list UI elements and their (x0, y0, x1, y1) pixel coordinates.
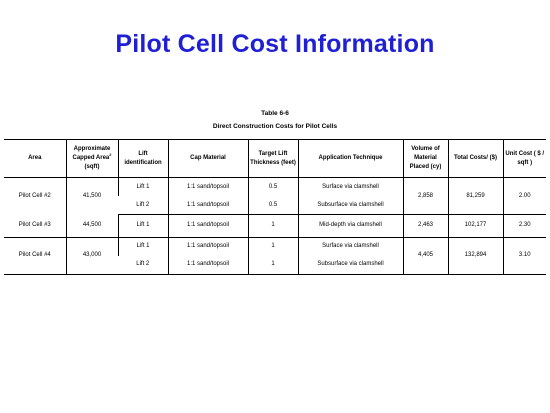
cell-technique: Subsurface via clamshell (298, 196, 403, 215)
header-area: Area (4, 140, 66, 178)
footnote-marker: 2 (109, 152, 112, 157)
header-cap-material: Cap Material (168, 140, 248, 178)
slide-title: Pilot Cell Cost Information (115, 30, 435, 58)
cell-capped-area: 41,500 (66, 178, 118, 215)
cell-capped-area: 43,000 (66, 237, 118, 274)
cell-lift: Lift 1 (118, 215, 168, 238)
cell-technique: Subsurface via clamshell (298, 256, 403, 275)
header-unit-cost: Unit Cost ( $ / sqft ) (503, 140, 546, 178)
header-technique: Application Technique (298, 140, 403, 178)
cell-material: 1:1 sand/topsoil (168, 196, 248, 215)
cell-technique: Surface via clamshell (298, 237, 403, 256)
header-capped-area (66, 140, 118, 178)
header-volume: Volume of Material Placed (cy) (403, 140, 448, 178)
cell-area: Pilot Cell #3 (4, 215, 66, 238)
cell-thickness: 1 (248, 256, 298, 275)
cell-unit-cost: 2.00 (503, 178, 546, 215)
header-total-costs: Total Costs/ ($) (448, 140, 503, 178)
cell-material: 1:1 sand/topsoil (168, 215, 248, 238)
cell-unit-cost: 3.10 (503, 237, 546, 274)
table-number: Table 6-6 (261, 110, 289, 117)
cell-lift: Lift 2 (118, 196, 168, 215)
cell-lift: Lift 2 (118, 256, 168, 275)
cell-volume: 2,858 (403, 178, 448, 215)
cell-capped-area: 44,500 (66, 215, 118, 238)
cell-total-costs: 132,894 (448, 237, 503, 274)
cell-material: 1:1 sand/topsoil (168, 178, 248, 197)
cell-thickness: 1 (248, 215, 298, 238)
cell-unit-cost: 2.30 (503, 215, 546, 238)
cell-technique: Mid-depth via clamshell (298, 215, 403, 238)
table-caption: Direct Construction Costs for Pilot Cells (212, 123, 338, 130)
cell-volume: 4,405 (403, 237, 448, 274)
cell-thickness: 0.5 (248, 178, 298, 197)
cell-total-costs: 81,259 (448, 178, 503, 215)
table-row (4, 178, 546, 197)
header-capped-area-label: Approximate Capped Area (72, 146, 111, 161)
cell-thickness: 0.5 (248, 196, 298, 215)
cell-area: Pilot Cell #2 (18, 192, 51, 199)
cost-table (4, 139, 546, 275)
cell-lift: Lift 1 (118, 237, 168, 256)
table-row (4, 215, 546, 238)
header-lift-id: Lift identification (118, 140, 168, 178)
table-row (4, 237, 546, 256)
cell-technique: Surface via clamshell (298, 178, 403, 197)
header-target-lift: Target Lift Thickness (feet) (248, 140, 298, 178)
header-row (4, 140, 546, 178)
cell-thickness: 1 (248, 237, 298, 256)
header-capped-area-unit: (sqft) (84, 164, 100, 170)
cell-material: 1:1 sand/topsoil (168, 256, 248, 275)
cell-volume: 2,463 (403, 215, 448, 238)
cell-total-costs: 102,177 (448, 215, 503, 238)
cell-area: Pilot Cell #4 (4, 237, 66, 274)
cell-lift: Lift 1 (118, 178, 168, 197)
cell-material: 1:1 sand/topsoil (168, 237, 248, 256)
